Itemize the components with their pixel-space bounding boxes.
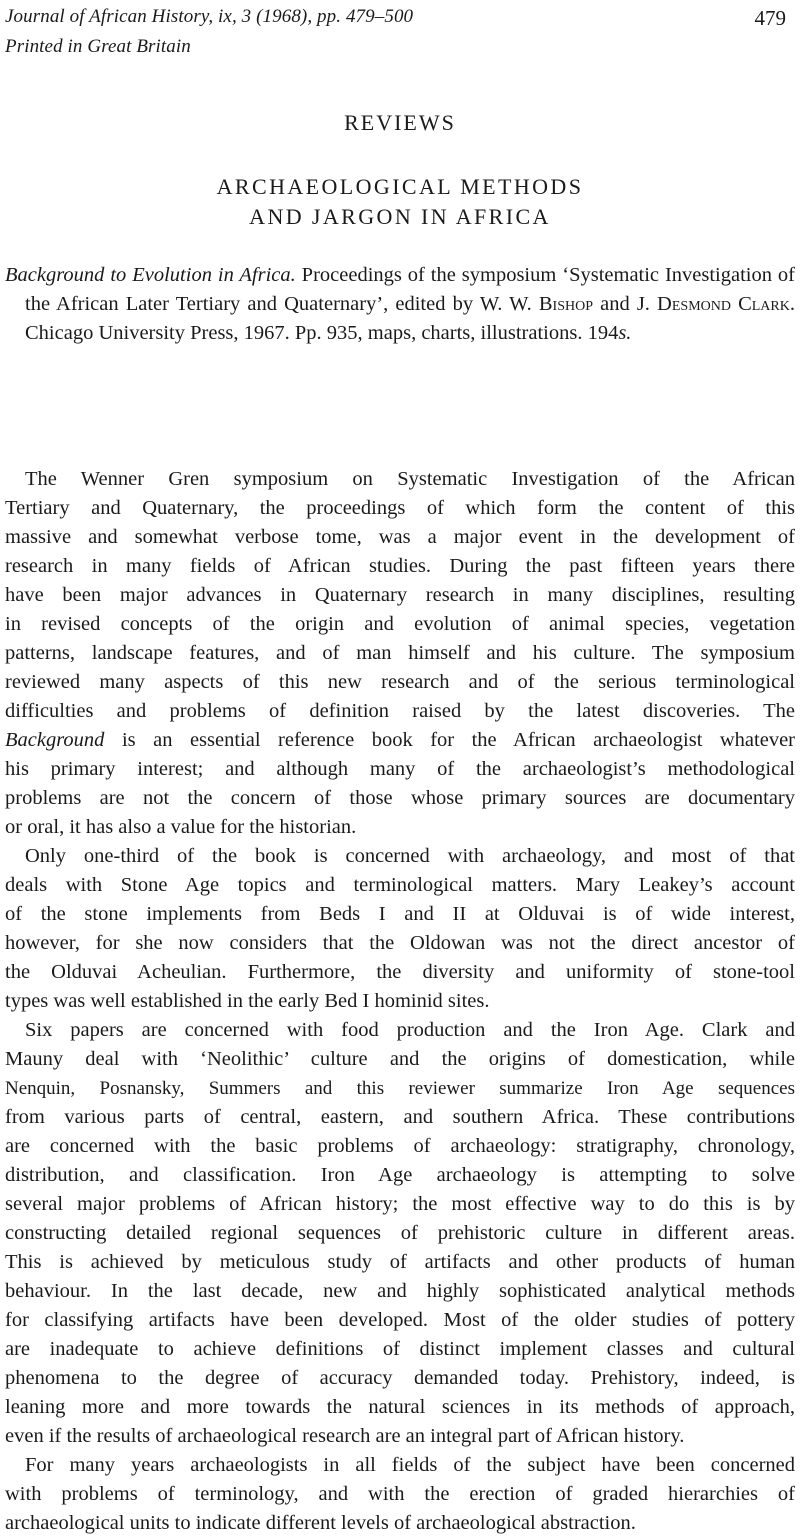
review-title-line-2: AND JARGON IN AFRICA bbox=[249, 204, 551, 229]
text-line-rest: is an essential reference book for the African archaeologist whatever bbox=[121, 729, 795, 751]
text-line: research in many fields of African studies. During the past fifteen years there bbox=[5, 555, 795, 577]
citation-text-c: Chicago University Press, 1967. Pp. 935, maps, charts, illustrations. 194 bbox=[25, 322, 619, 344]
text-line: constructing detailed regional sequences of prehistoric culture in different areas. bbox=[5, 1222, 795, 1244]
text-line: behaviour. In the last decade, new and highly sophisticated analytical methods bbox=[5, 1280, 795, 1302]
text-line: Mauny deal with ‘Neolithic’ culture and the origins of domestication, while bbox=[5, 1048, 795, 1070]
text-line-with-italic bbox=[5, 726, 795, 755]
text-line: massive and somewhat verbose tome, was a major event in the development of bbox=[5, 526, 795, 548]
paragraph-2 bbox=[5, 842, 795, 1016]
text-line: however, for she now considers that the Oldowan was not the direct ancestor of bbox=[5, 932, 795, 954]
text-line: reviewed many aspects of this new research and of the serious terminological bbox=[5, 671, 795, 693]
book-title: Background to Evolution in Africa. bbox=[5, 264, 296, 286]
text-line: even if the results of archaeological research are an integral part of African history. bbox=[5, 1425, 685, 1447]
section-heading: REVIEWS bbox=[344, 110, 456, 135]
text-line: phenomena to the degree of accuracy demanded today. Prehistory, indeed, is bbox=[5, 1367, 795, 1389]
text-line: Nenquin, Posnansky, Summers and this reviewer summarize Iron Age sequences bbox=[5, 1078, 795, 1099]
page-number: 479 bbox=[754, 6, 786, 30]
text-line: archaeological units to indicate different levels of archaeological abstraction. bbox=[5, 1512, 636, 1534]
review-title-line-1: ARCHAEOLOGICAL METHODS bbox=[216, 174, 584, 199]
text-line: distribution, and classification. Iron Age archaeology is attempting to solve bbox=[5, 1164, 795, 1186]
text-line: patterns, landscape features, and of man himself and his culture. The symposium bbox=[5, 642, 795, 664]
journal-citation-line: Journal of African History, ix, 3 (1968), pp. 479–500 bbox=[5, 6, 414, 27]
text-line: from various parts of central, eastern, and southern Africa. These contributions bbox=[5, 1106, 795, 1128]
printed-in-line: Printed in Great Britain bbox=[5, 36, 191, 57]
text-line: for classifying artifacts have been developed. Most of the older studies of pottery bbox=[5, 1309, 795, 1331]
book-citation bbox=[5, 261, 795, 348]
text-line: types was well established in the early Bed I hominid sites. bbox=[5, 990, 490, 1012]
text-line: For many years archaeologists in all fields of the subject have been concerned bbox=[25, 1454, 795, 1476]
text-line: The Wenner Gren symposium on Systematic Investigation of the African bbox=[25, 468, 795, 490]
text-line: have been major advances in Quaternary research in many disciplines, resulting bbox=[5, 584, 795, 606]
text-line: his primary interest; and although many of the archaeologist’s methodological bbox=[5, 758, 795, 780]
paragraph-1 bbox=[5, 465, 795, 842]
text-line: This is achieved by meticulous study of artifacts and other products of human bbox=[5, 1251, 795, 1273]
text-line: are inadequate to achieve definitions of distinct implement classes and cultural bbox=[5, 1338, 795, 1360]
review-title bbox=[0, 172, 800, 232]
text-line: several major problems of African history; the most effective way to do this is by bbox=[5, 1193, 795, 1215]
paragraph-3 bbox=[5, 1016, 795, 1451]
text-line: leaning more and more towards the natural sciences in its methods of approach, bbox=[5, 1396, 795, 1418]
text-line: Only one-third of the book is concerned with archaeology, and most of that bbox=[25, 845, 795, 867]
italic-background: Background bbox=[5, 729, 105, 751]
text-line: or oral, it has also a value for the historian. bbox=[5, 816, 357, 838]
text-line: the Olduvai Acheulian. Furthermore, the diversity and uniformity of stone-tool bbox=[5, 961, 795, 983]
text-line: Tertiary and Quaternary, the proceedings of which form the content of this bbox=[5, 497, 795, 519]
citation-text-b: and J. bbox=[593, 293, 658, 315]
citation-text-a: Proceedings of the symposium ‘Systematic Investigation of the African Later Tertiary and Quaternary’, edited by W. W. bbox=[25, 264, 795, 315]
editor-desmond-clark: Desmond Clark. bbox=[657, 293, 795, 315]
text-line: in revised concepts of the origin and evolution of animal species, vegetation bbox=[5, 613, 795, 635]
text-line: of the stone implements from Beds I and II at Olduvai is of wide interest, bbox=[5, 903, 795, 925]
text-line: are concerned with the basic problems of archaeology: stratigraphy, chronology, bbox=[5, 1135, 795, 1157]
text-line: difficulties and problems of definition raised by the latest discoveries. The bbox=[5, 700, 795, 722]
editor-bishop: Bishop bbox=[538, 293, 593, 315]
text-line: with problems of terminology, and with the erection of graded hierarchies of bbox=[5, 1483, 795, 1505]
text-line: deals with Stone Age topics and terminological matters. Mary Leakey’s account bbox=[5, 874, 795, 896]
price-suffix: s. bbox=[618, 322, 632, 344]
paragraph-4 bbox=[5, 1451, 795, 1538]
text-line: problems are not the concern of those whose primary sources are documentary bbox=[5, 787, 795, 809]
text-line: Six papers are concerned with food production and the Iron Age. Clark and bbox=[25, 1019, 795, 1041]
review-body bbox=[5, 465, 795, 1538]
running-head bbox=[5, 2, 413, 62]
